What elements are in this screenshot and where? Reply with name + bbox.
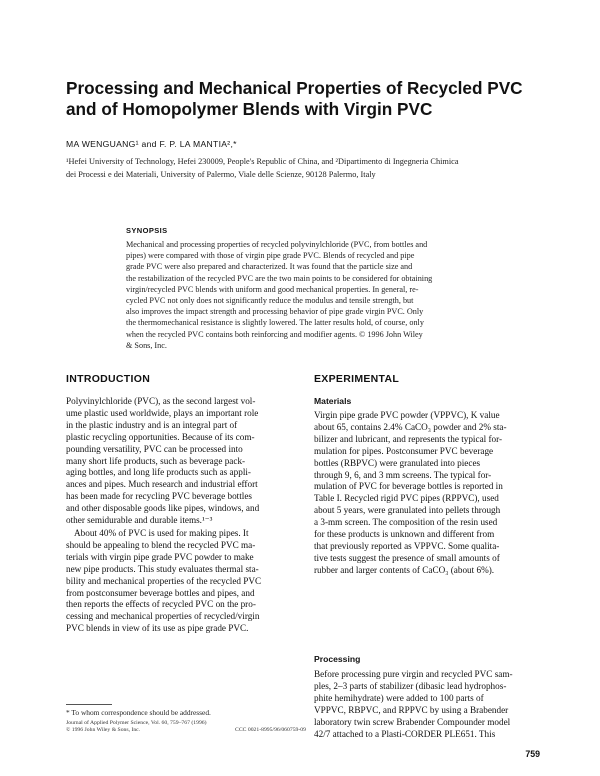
text-line: terials with virgin pipe grade PVC powder to make (66, 551, 254, 562)
text-line: aging bottles, and long life products such as appli- (66, 467, 251, 478)
text-line: tive tests suggest the presence of small amounts of (314, 552, 500, 563)
text-line: that previously reported as VPPVC. Some qualita- (314, 540, 500, 551)
processing-heading: Processing (314, 654, 361, 664)
introduction-paragraph-2 (66, 528, 306, 635)
synopsis-line: the restabilization of the recycled PVC are the two main points to be considered for obtaining (126, 273, 433, 283)
text-line: Polyvinylchloride (PVC), as the second largest vol- (66, 396, 256, 406)
affiliation-line: dei Processi e dei Materiali, University of Palermo, Viale delle Scienze, 90128 Palermo, Italy (66, 169, 376, 179)
text-line: Table I. Recycled rigid PVC pipes (RPPVC), used (314, 493, 499, 504)
text-line: new pipe products. This study evaluates thermal sta- (66, 563, 259, 574)
text-line: and other disposable goods like pipes, windows, and (66, 503, 260, 514)
text-line: Before processing pure virgin and recycled PVC sam- (314, 669, 513, 679)
synopsis-line: the thermomechanical resistance is slightly lowered. The latter results hold, of course, only (126, 318, 424, 328)
synopsis-line: also improves the impact strength and processing behavior of pipe grade virgin PVC. Only (126, 307, 424, 317)
synopsis-heading: SYNOPSIS (126, 226, 168, 235)
text-line: bottles (RBPVC) were granulated into pieces (314, 457, 481, 468)
title-line: and of Homopolymer Blends with Virgin PVC (66, 99, 433, 119)
introduction-paragraph-1 (66, 396, 306, 527)
text-line: from postconsumer beverage bottles and pipes, and (66, 587, 255, 598)
text-line: rubber and larger contents of CaCO₃ (about 6%). (314, 564, 495, 575)
synopsis-body (126, 239, 526, 351)
text-line: for these products is unknown and different from (314, 529, 495, 540)
text-line: phite hemihydrate) were added to 100 parts of (314, 692, 484, 703)
text-line: 42/7 attached to a Plasti-CORDER PLE651. This (314, 728, 496, 739)
paper-title (66, 78, 536, 120)
text-line: cessing and mechanical properties of recycled/virgin (66, 611, 260, 622)
text-line: plastic recycling opportunities. Because of its com- (66, 431, 255, 442)
title-line: Processing and Mechanical Properties of Recycled PVC (66, 78, 523, 98)
page-number: 759 (525, 749, 540, 759)
synopsis-line: pipes) were compared with those of virgin pipe grade PVC. Blends of recycled and pipe (126, 251, 415, 261)
text-line: has been made for recycling PVC beverage bottles (66, 491, 252, 502)
copyright-text: © 1996 John Wiley & Sons, Inc. (66, 727, 141, 733)
author-list: MA WENGUANG¹ and F. P. LA MANTIA²,* (66, 139, 237, 149)
text-line: bility and mechanical properties of the recycled PVC (66, 575, 262, 586)
text-line: other semidurable and durable items.¹⁻³ (66, 515, 213, 526)
affiliation (66, 156, 546, 181)
text-line: about 65, contains 2.4% CaCO₃ powder and 2% sta- (314, 421, 507, 432)
text-line: laboratory twin screw Brabender Compounder model (314, 716, 511, 727)
text-line: mulation of PVC for beverage bottles is reported in (314, 481, 503, 492)
journal-citation (66, 720, 306, 734)
text-line: through 9, 6, and 3 mm screens. The typical for- (314, 469, 492, 480)
synopsis-line: virgin/recycled PVC blends with uniform and good mechanical properties. In general, re- (126, 284, 419, 294)
processing-paragraph (314, 669, 554, 740)
materials-paragraph (314, 410, 554, 577)
text-line: mulation for pipes. Postconsumer PVC beverage (314, 445, 494, 456)
footnote-rule (66, 704, 112, 705)
text-line: Virgin pipe grade PVC powder (VPPVC), K value (314, 410, 500, 420)
experimental-heading: EXPERIMENTAL (314, 373, 400, 385)
journal-line: Journal of Applied Polymer Science, Vol. 60, 759–767 (1996) (66, 720, 207, 726)
synopsis-line: Mechanical and processing properties of recycled polyvinylchloride (PVC, from bottles and (126, 240, 428, 249)
text-line: VPPVC, RBPVC, and RPPVC by using a Brabender (314, 704, 509, 715)
footnote: * To whom correspondence should be addressed. (66, 708, 211, 717)
text-line: About 40% of PVC is used for making pipes. It (74, 528, 249, 538)
introduction-heading: INTRODUCTION (66, 373, 151, 385)
text-line: in the plastic industry and is an integral part of (66, 419, 238, 430)
text-line: should be appealing to blend the recycled PVC ma- (66, 539, 256, 550)
text-line: many short life products, such as beverage pack- (66, 455, 246, 466)
synopsis-line: grade PVC were also prepared and characterized. It was found that the particle size and (126, 262, 413, 272)
ccc-code: CCC 0021-8995/96/060759-09 (235, 727, 306, 733)
text-line: a 3-mm screen. The composition of the resin used (314, 517, 498, 528)
synopsis-line: cycled PVC not only does not significantly reduce the modulus and tensile strength, but (126, 296, 414, 306)
text-line: then reports the effects of recycled PVC on the pro- (66, 599, 256, 610)
text-line: bilizer and lubricant, and represents the typical for- (314, 433, 503, 444)
text-line: pounding versatility, PVC can be processed into (66, 443, 243, 454)
affiliation-line: ¹Hefei University of Technology, Hefei 230009, People's Republic of China, and ²Dipartimento di Ingegneria Chimica (66, 157, 459, 166)
materials-heading: Materials (314, 396, 352, 406)
journal-line (66, 727, 306, 734)
text-line: ume plastic used worldwide, plays an important role (66, 407, 259, 418)
synopsis-line: & Sons, Inc. (126, 340, 167, 350)
text-line: about 5 years, were granulated into pellets through (314, 505, 501, 516)
text-line: ples, 2–3 parts of stabilizer (dibasic lead hydrophos- (314, 680, 507, 691)
text-line: ances and pipes. Much research and industrial effort (66, 479, 258, 490)
synopsis-line: when the recycled PVC contains both reinforcing and modifier agents. © 1996 John Wiley (126, 329, 423, 339)
text-line: PVC blends in view of its use as pipe grade PVC. (66, 623, 249, 634)
